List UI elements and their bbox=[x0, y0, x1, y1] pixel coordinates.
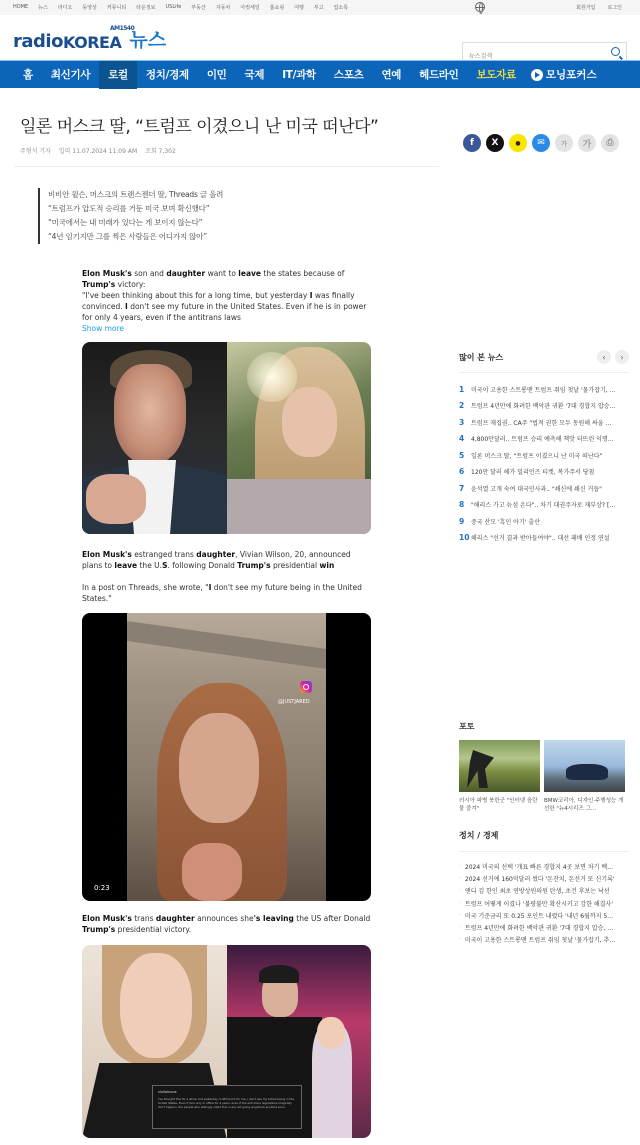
share-toolbar bbox=[463, 134, 619, 152]
published-date: 입력 11.07.2024 11:09 AM bbox=[58, 148, 138, 155]
nav-sports[interactable]: 스포츠 bbox=[333, 68, 364, 81]
video-duration: 0:23 bbox=[94, 884, 110, 892]
nav-morning-focus[interactable]: 모닝포커스 bbox=[531, 67, 597, 82]
article-title: 일론 머스크 딸, “트럼프 이겼으니 난 미국 떠난다” bbox=[20, 117, 379, 137]
popular-item[interactable]: 5 일론 머스크 딸, “트럼프 이겼으니 난 미국 떠난다” bbox=[459, 450, 603, 460]
popular-item[interactable]: 6 120만 달러 헤가 밀리언즈 티켓, 복가주서 당첨 bbox=[459, 467, 595, 477]
utility-link-auto[interactable]: 자동차 bbox=[215, 5, 231, 11]
nav-international[interactable]: 국제 bbox=[244, 68, 265, 81]
login-link[interactable]: 로그인 bbox=[607, 5, 622, 11]
politics-item[interactable]: · 트럼프 어떻게 이겼나 '불평불만 확산시키고 강한 해결사' bbox=[459, 897, 629, 909]
utility-link-community[interactable]: 커뮤니티 bbox=[106, 5, 127, 11]
nav-entertainment[interactable]: 연예 bbox=[381, 68, 402, 81]
show-more-link[interactable]: Show more bbox=[82, 324, 125, 333]
nav-home[interactable]: 홈 bbox=[23, 68, 33, 81]
logo-news: 뉴스 bbox=[129, 29, 167, 51]
popular-item[interactable]: 1 미국이 고용한 스트롱맨 트럼프 취임 첫날 '물가잡기, … bbox=[459, 384, 616, 394]
facebook-share-button[interactable] bbox=[463, 134, 481, 152]
popular-list bbox=[459, 381, 629, 546]
politics-item[interactable]: · 미국 기준금리 또 0.25 포인트 내렸다 '내년 6월까지 5… bbox=[459, 909, 629, 921]
popular-item[interactable]: 10 해리스 "선거 결과 받아들여야".. 대선 패배 인정 연설 bbox=[459, 533, 610, 543]
kakaotalk-share-button[interactable] bbox=[509, 134, 527, 152]
logo-am: AM1540 bbox=[109, 25, 135, 32]
popular-news-title: 많이 본 뉴스 bbox=[459, 352, 504, 362]
summary-line: “미국에서는 내 미래가 있다는 게 보이지 않는다” bbox=[48, 218, 203, 227]
popular-item[interactable]: 3 트럼프 재집권.. CA주 "법적 권한 모두 동원해 싸울 … bbox=[459, 417, 612, 427]
photo-caption: BMW코리아, 디자인·주행성능 개선한 "뉴4시리즈 그… bbox=[544, 798, 624, 812]
print-button[interactable] bbox=[601, 134, 619, 152]
tweet-text-2: Elon Musk's estranged trans daughter, Vivian Wilson, 20, announced plans to leave the U.S. following Donald Trump's presidential win In a post on Threads, she wrote, "I don't see my future being in the United States." bbox=[82, 550, 362, 603]
popular-news bbox=[459, 350, 629, 546]
nav-headlines[interactable]: 헤드라인 bbox=[419, 68, 459, 81]
instagram-icon bbox=[300, 681, 312, 693]
elon-musk-image bbox=[82, 342, 227, 534]
nav-immigration[interactable]: 이민 bbox=[206, 68, 227, 81]
logo-korea: KOREA AM1540 bbox=[62, 25, 135, 52]
utility-link-home[interactable]: HOME bbox=[13, 4, 29, 10]
summary-line: “4년 임기지만 그를 찍은 사람들은 어디가지 않아” bbox=[48, 232, 207, 241]
summary-line: 비비안 윌슨, 머스크의 트랜스젠더 딸, Threads 글 올려 bbox=[48, 190, 224, 199]
popular-item[interactable]: 9 중국 산모 '흑인 아기' 출산 bbox=[459, 516, 540, 526]
photo-section bbox=[459, 721, 629, 813]
font-smaller-button[interactable]: 가 bbox=[555, 134, 573, 152]
politics-item[interactable]: · 2024 미국의 선택 '개표 빠른 경합지 4곳 보면 차기 백… bbox=[459, 860, 629, 872]
photo-thumbnail bbox=[459, 740, 540, 792]
signup-link[interactable]: 회원가입 bbox=[576, 5, 596, 11]
facebook-icon: f bbox=[470, 138, 474, 148]
tweet-text-3: Elon Musk's trans daughter announces she's leaving the US after Donald Trump's presidential victory. bbox=[82, 914, 371, 934]
font-larger-button[interactable]: 가 bbox=[578, 134, 596, 152]
logo-radio: radio bbox=[13, 31, 63, 52]
video-watermark: @JUSTJARED bbox=[278, 699, 310, 705]
daughter-and-elon-collage bbox=[82, 945, 371, 1138]
politics-list bbox=[459, 860, 629, 946]
utility-link-realestate[interactable]: 부동산 bbox=[191, 5, 206, 11]
chevron-right-icon[interactable]: › bbox=[615, 350, 629, 364]
elon-and-daughter-photo bbox=[82, 342, 371, 534]
post-text: I've thought this for a while, but yesterday confirmed it for me. I don't see my future being in the United States. Even if he's only in office for 4 years, even if the anti-trans regulations magically don't happen, the people who willingly voted this in are not going anywhere anytime soon. bbox=[158, 1097, 295, 1109]
photo-thumbnail bbox=[544, 740, 625, 792]
photo-card[interactable] bbox=[459, 740, 540, 813]
post-username: vivllainous bbox=[158, 1090, 177, 1094]
utility-link-town[interactable]: 타운정보 bbox=[136, 5, 156, 11]
utility-bar bbox=[0, 0, 640, 15]
site-header bbox=[0, 15, 640, 60]
utility-link-news[interactable]: 뉴스 bbox=[38, 5, 48, 11]
globe-icon[interactable] bbox=[475, 2, 485, 12]
view-count: 조회 7,302 bbox=[145, 148, 176, 155]
utility-link-uslife[interactable]: USLife bbox=[165, 4, 182, 10]
utility-link-travel[interactable]: 여행 bbox=[294, 5, 304, 11]
utility-link-directory[interactable]: 업소록 bbox=[333, 5, 349, 11]
x-icon: X bbox=[491, 138, 499, 148]
popular-item[interactable]: 2 트럼프 4년만에 화려한 백악관 귀환 '7대 경합지 압승… bbox=[459, 401, 616, 411]
politics-item[interactable]: · 앤디 김 한인 최초 연방상원의원 탄생, 초건 후보는 낙선 bbox=[459, 885, 629, 897]
nav-it-science[interactable]: IT/과학 bbox=[282, 68, 316, 81]
video-player[interactable] bbox=[82, 613, 371, 901]
utility-link-homeshopping[interactable]: 홈쇼핑 bbox=[269, 5, 285, 11]
video-frame bbox=[127, 613, 326, 901]
site-logo[interactable] bbox=[13, 25, 166, 52]
photo-title: 포토 bbox=[459, 722, 475, 731]
chevron-left-icon[interactable]: ‹ bbox=[597, 350, 611, 364]
mail-icon: ✉ bbox=[537, 138, 545, 148]
vivian-wilson-image bbox=[227, 342, 372, 534]
reporter: 주형석 기자 bbox=[20, 148, 51, 155]
politics-item[interactable]: · 미국이 고용한 스트롱맨 트럼프 취임 첫날 '물가잡기, 추… bbox=[459, 934, 629, 946]
email-share-button[interactable] bbox=[532, 134, 550, 152]
popular-item[interactable]: 4 4,800만달러.. 트럼프 승리 예측해 책맛 터뜨린 익명… bbox=[459, 434, 614, 444]
tweet-text-1: Elon Musk's son and daughter want to leave the states because of Trump's victory: "I've been thinking about this for a long time, but yesterday I was finally convinced. I don't see my future in the United States. Even if he is in power for only 4 years, even if the antitrans laws Show more bbox=[82, 269, 367, 333]
utility-links bbox=[13, 4, 358, 11]
photo-card[interactable] bbox=[544, 740, 625, 813]
utility-link-obituary[interactable]: 부고 bbox=[313, 5, 324, 11]
x-share-button[interactable] bbox=[486, 134, 504, 152]
nav-local[interactable]: 로컬 bbox=[99, 61, 137, 89]
kakao-icon: ● bbox=[515, 139, 521, 147]
nav-latest[interactable]: 최신기사 bbox=[50, 68, 91, 81]
utility-link-radio[interactable]: 라디오 bbox=[57, 5, 73, 11]
popular-item[interactable]: 7 윤석열 고개 숙여 대국민사과.. "쇄신에 쇄신 거듭" bbox=[459, 483, 602, 493]
summary-line: “트럼프가 압도적 승리를 거둔 미국 보며 확신했다” bbox=[48, 204, 210, 213]
nav-press-release[interactable]: 보도자료 bbox=[476, 68, 516, 81]
politics-title: 정치 / 경제 bbox=[459, 831, 499, 840]
search-icon[interactable] bbox=[611, 47, 620, 56]
threads-post-screenshot bbox=[152, 1085, 302, 1129]
print-icon: ⎙ bbox=[606, 138, 614, 148]
nav-politics-economy[interactable]: 정치/경제 bbox=[145, 68, 189, 81]
article-summary bbox=[38, 188, 223, 244]
utility-link-video[interactable]: 동영상 bbox=[82, 5, 97, 11]
header-divider bbox=[14, 166, 439, 167]
popular-item[interactable]: 8 "해리스 가고 뉴섬 온다".. 차기 대권주자로 재부상? [… bbox=[459, 500, 616, 510]
main-nav bbox=[0, 60, 640, 88]
utility-link-sale[interactable]: 아컷세일 bbox=[240, 5, 260, 11]
politics-economy-section bbox=[459, 830, 629, 946]
photo-caption: 러시아 파병 북한군 "인터넷 음란물 즐겨" bbox=[459, 798, 538, 812]
politics-item[interactable]: · 트럼프 4년만에 화려한 백악관 귀환 '7대 경합지 압승, … bbox=[459, 921, 629, 933]
politics-item[interactable]: · 2024 선거에 160억달러 썼다 '돈잔치, 돈선거 또 신기록' bbox=[459, 872, 629, 884]
play-icon bbox=[531, 69, 543, 81]
account-links bbox=[576, 4, 622, 11]
